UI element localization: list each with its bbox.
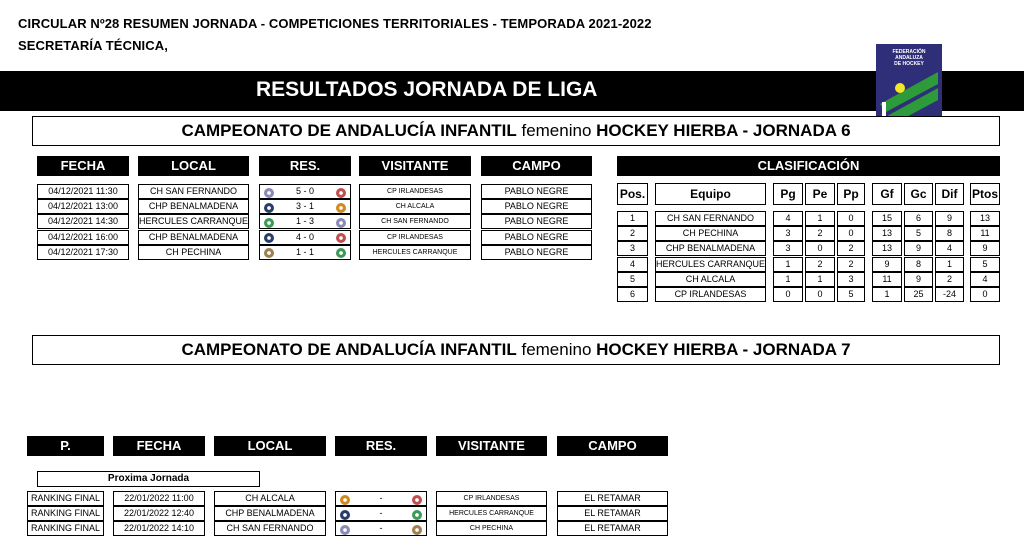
banner-title: RESULTADOS JORNADA DE LIGA [256,78,598,101]
j7-header-res: RES. [335,436,427,456]
j7-match-fecha: 22/01/2022 14:10 [113,521,205,536]
j7-match-campo: EL RETAMAR [557,506,668,521]
clas-header-ptos: Ptos [970,183,1000,205]
match-visitante: HERCULES CARRANQUE [359,245,471,260]
clas-cell-gf: 13 [872,241,902,256]
match-campo: PABLO NEGRE [481,214,592,229]
jornada6-title-box [32,116,1000,146]
match-fecha: 04/12/2021 16:00 [37,230,129,245]
clas-cell-pos: 4 [617,257,648,272]
clas-cell-pg: 0 [773,287,803,302]
j7-match-res [335,506,427,521]
clas-cell-gc: 9 [904,241,933,256]
clas-cell-gf: 1 [872,287,902,302]
match-local: CH PECHINA [138,245,249,260]
match-score: 4 - 0 [295,231,314,242]
clas-cell-gf: 15 [872,211,902,226]
logo-line-1: FEDERACIÓN [892,49,926,55]
match-fecha: 04/12/2021 11:30 [37,184,129,199]
j7-match-visitante: HERCULES CARRANQUE [436,506,547,521]
match-score: 3 - 1 [295,201,314,212]
j7-header-campo: CAMPO [557,436,668,456]
clas-cell-equipo: CH PECHINA [655,226,766,241]
j7-match-local: CHP BENALMADENA [214,506,326,521]
match-res [259,184,351,199]
j7-header-p: P. [27,436,104,456]
clas-cell-pos: 6 [617,287,648,302]
clas-cell-gc: 9 [904,272,933,287]
clas-cell-gc: 25 [904,287,933,302]
clas-header-equipo: Equipo [655,183,766,205]
clas-cell-equipo: CH ALCALA [655,272,766,287]
clas-cell-dif: 8 [935,226,964,241]
j7-match-p: RANKING FINAL [27,521,104,536]
clas-cell-ptos: 11 [970,226,1000,241]
j7-match-visitante: CP IRLANDESAS [436,491,547,506]
match-visitante: CP IRLANDESAS [359,184,471,199]
clas-cell-pp: 2 [837,241,865,256]
match-res [259,245,351,260]
j7-match-res [335,521,427,536]
clas-cell-pos: 1 [617,211,648,226]
header-visitante: VISITANTE [359,156,471,176]
clas-cell-equipo: CH SAN FERNANDO [655,211,766,226]
clas-cell-pe: 0 [805,287,835,302]
clas-cell-ptos: 0 [970,287,1000,302]
clas-cell-ptos: 9 [970,241,1000,256]
clas-cell-pe: 2 [805,226,835,241]
match-res [259,199,351,214]
match-score: 1 - 1 [295,246,314,257]
clas-cell-pp: 3 [837,272,865,287]
team-crest-icon [340,495,350,505]
clas-cell-dif: -24 [935,287,964,302]
clas-cell-ptos: 5 [970,257,1000,272]
clas-cell-gc: 6 [904,211,933,226]
clas-cell-gc: 5 [904,226,933,241]
clas-cell-pe: 1 [805,211,835,226]
match-campo: PABLO NEGRE [481,230,592,245]
team-crest-icon [412,525,422,535]
secretaria-label: SECRETARÍA TÉCNICA, [18,38,168,53]
clasificacion-title: CLASIFICACIÓN [617,156,1000,176]
j7-match-res [335,491,427,506]
team-crest-icon [264,218,274,228]
jornada6-title: CAMPEONATO DE ANDALUCÍA INFANTIL femenino HOCKEY HIERBA - JORNADA 6 [181,121,851,140]
match-campo: PABLO NEGRE [481,184,592,199]
clas-cell-pp: 0 [837,211,865,226]
clas-cell-pg: 3 [773,226,803,241]
clas-cell-equipo: CP IRLANDESAS [655,287,766,302]
header-campo: CAMPO [481,156,592,176]
clas-cell-pg: 1 [773,257,803,272]
jornada7-title: CAMPEONATO DE ANDALUCÍA INFANTIL femenino HOCKEY HIERBA - JORNADA 7 [181,340,851,359]
clas-header-gc: Gc [904,183,933,205]
header-local: LOCAL [138,156,249,176]
j7-match-score: - [379,523,383,534]
clas-cell-dif: 2 [935,272,964,287]
match-local: CHP BENALMADENA [138,230,249,245]
match-visitante: CP IRLANDESAS [359,230,471,245]
match-local: HERCULES CARRANQUE [138,214,249,229]
clas-cell-pos: 5 [617,272,648,287]
clas-cell-pg: 1 [773,272,803,287]
team-crest-icon [412,510,422,520]
clas-header-gf: Gf [872,183,902,205]
clas-cell-gf: 13 [872,226,902,241]
j7-match-p: RANKING FINAL [27,506,104,521]
clas-cell-pe: 1 [805,272,835,287]
match-visitante: CH SAN FERNANDO [359,214,471,229]
clas-cell-pp: 2 [837,257,865,272]
clas-cell-pg: 3 [773,241,803,256]
clas-header-pos: Pos. [617,183,648,205]
clas-cell-dif: 4 [935,241,964,256]
circular-title: CIRCULAR Nº28 RESUMEN JORNADA - COMPETICIONES TERRITORIALES - TEMPORADA 2021-2022 [18,16,652,31]
clas-cell-dif: 1 [935,257,964,272]
team-crest-icon [340,510,350,520]
match-fecha: 04/12/2021 14:30 [37,214,129,229]
clas-cell-dif: 9 [935,211,964,226]
j7-match-local: CH SAN FERNANDO [214,521,326,536]
match-campo: PABLO NEGRE [481,199,592,214]
clas-cell-pe: 2 [805,257,835,272]
team-crest-icon [336,203,346,213]
clas-cell-equipo: CHP BENALMADENA [655,241,766,256]
clas-header-pe: Pe [805,183,835,205]
clas-header-pg: Pg [773,183,803,205]
jornada7-title-box [32,335,1000,365]
j7-header-fecha: FECHA [113,436,205,456]
logo-line-2: ANDALUZA [895,55,923,61]
j7-match-score: - [379,508,383,519]
match-local: CHP BENALMADENA [138,199,249,214]
team-crest-icon [340,525,350,535]
clas-cell-gf: 11 [872,272,902,287]
match-fecha: 04/12/2021 17:30 [37,245,129,260]
team-crest-icon [412,495,422,505]
match-local: CH SAN FERNANDO [138,184,249,199]
j7-match-local: CH ALCALA [214,491,326,506]
clas-cell-pp: 0 [837,226,865,241]
match-score: 1 - 3 [295,216,314,227]
logo-line-3: DE HOCKEY [894,61,924,67]
team-crest-icon [336,233,346,243]
proxima-jornada-label: Proxima Jornada [37,471,260,487]
clas-cell-gc: 8 [904,257,933,272]
match-res [259,230,351,245]
team-crest-icon [264,203,274,213]
team-crest-icon [264,188,274,198]
j7-match-p: RANKING FINAL [27,491,104,506]
clas-cell-pos: 3 [617,241,648,256]
header-fecha: FECHA [37,156,129,176]
match-res [259,214,351,229]
clas-cell-gf: 9 [872,257,902,272]
clas-cell-pe: 0 [805,241,835,256]
clas-cell-pp: 5 [837,287,865,302]
team-crest-icon [264,233,274,243]
j7-match-fecha: 22/01/2022 12:40 [113,506,205,521]
match-score: 5 - 0 [295,186,314,196]
j7-header-local: LOCAL [214,436,326,456]
j7-match-score: - [379,493,383,503]
match-fecha: 04/12/2021 13:00 [37,199,129,214]
team-crest-icon [336,188,346,198]
clas-header-pp: Pp [837,183,865,205]
j7-match-fecha: 22/01/2022 11:00 [113,491,205,506]
match-visitante: CH ALCALA [359,199,471,214]
clas-cell-pos: 2 [617,226,648,241]
team-crest-icon [336,248,346,258]
j7-match-visitante: CH PECHINA [436,521,547,536]
header-res: RES. [259,156,351,176]
j7-match-campo: EL RETAMAR [557,491,668,506]
clas-cell-ptos: 13 [970,211,1000,226]
j7-header-visitante: VISITANTE [436,436,547,456]
clas-header-dif: Dif [935,183,964,205]
team-crest-icon [264,248,274,258]
j7-match-campo: EL RETAMAR [557,521,668,536]
clas-cell-equipo: HERCULES CARRANQUE [655,257,766,272]
clas-cell-pg: 4 [773,211,803,226]
team-crest-icon [336,218,346,228]
clas-cell-ptos: 4 [970,272,1000,287]
match-campo: PABLO NEGRE [481,245,592,260]
